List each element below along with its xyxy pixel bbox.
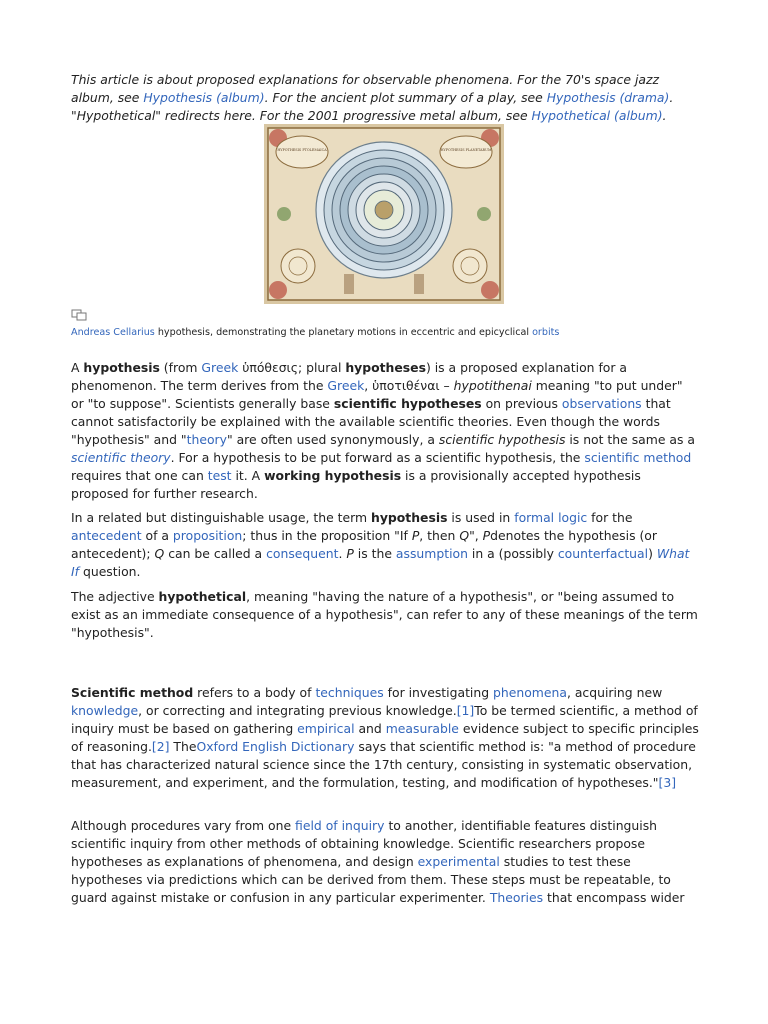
var-p: P xyxy=(411,528,420,543)
text: meaning "to put under" or "to suppose". Scientists generally base xyxy=(71,378,683,411)
var-q: Q xyxy=(154,546,165,561)
hatnote-text: 's xyxy=(580,72,591,87)
text: can be called a xyxy=(164,546,267,561)
text: ὑπόθεσις; plural xyxy=(238,360,346,375)
link-counterfactual[interactable]: counterfactual xyxy=(557,546,649,561)
link-measurable[interactable]: measurable xyxy=(385,721,459,736)
text: ) is a proposed explanation for a phenomenon. The term derives from the xyxy=(71,360,628,393)
var-p: P xyxy=(482,528,491,543)
link-consequent[interactable]: consequent xyxy=(266,546,339,561)
caption-text: hypothesis, demonstrating the planetary motions in eccentric and epicyclical xyxy=(154,327,533,338)
link-scientific-theory[interactable]: scientific theory xyxy=(71,450,171,465)
link-antecedent[interactable]: antecedent xyxy=(71,528,142,543)
text: evidence subject to specific principles of reasoning. xyxy=(71,721,699,754)
text: it. A xyxy=(231,468,265,483)
text: The adjective xyxy=(71,589,159,604)
text: is used in xyxy=(447,510,515,525)
figure-caption xyxy=(71,326,711,340)
citation-2[interactable]: [2] xyxy=(151,739,170,754)
hatnote-text: . xyxy=(662,108,667,123)
link-observations[interactable]: observations xyxy=(561,396,642,411)
link-theories[interactable]: Theories xyxy=(489,890,544,905)
text: denotes the hypothesis (or antecedent); xyxy=(71,528,657,561)
text: ", xyxy=(469,528,483,543)
text: A xyxy=(71,360,84,375)
map-title-right: HYPOTHESIS PLANETARUM xyxy=(440,148,492,152)
link-theory[interactable]: theory xyxy=(186,432,227,447)
text: for the xyxy=(587,510,633,525)
text: , or correcting and integrating previous knowledge. xyxy=(138,703,457,718)
link-empirical[interactable]: empirical xyxy=(297,721,355,736)
map-title-left: HYPOTHESIS PTOLEMAICA xyxy=(277,148,327,152)
hatnote-text: "Hypothetical" redirects here. For the 2001 progressive metal album, see xyxy=(71,108,532,123)
text: , meaning "having the nature of a hypothesis", or "being assumed to exist as an immediate consequence of a hypothesis", can refer to any of these meanings of the term "hypothesis". xyxy=(71,589,698,640)
hatnote-text: This article is about proposed explanations for observable phenomena. For the 70 xyxy=(71,72,581,87)
link-assumption[interactable]: assumption xyxy=(395,546,468,561)
link-formal-logic[interactable]: formal logic xyxy=(514,510,588,525)
text: ; thus in the proposition "If xyxy=(242,528,412,543)
text: " are often used synonymously, a xyxy=(226,432,439,447)
text: Although procedures vary from one xyxy=(71,818,296,833)
text: studies to test these hypotheses via predictions which can be derived from them. These steps must be repeatable, to guard against mistake or confusion in any particular experimenter. xyxy=(71,854,671,905)
text: of a xyxy=(141,528,173,543)
text: requires that one can xyxy=(71,468,208,483)
link-proposition[interactable]: proposition xyxy=(172,528,243,543)
term-scientific-method: Scientific method xyxy=(71,685,194,700)
term-working-hypothesis: working hypothesis xyxy=(264,468,402,483)
hatnote-text: . xyxy=(669,90,674,105)
link-phenomena[interactable]: phenomena xyxy=(493,685,567,700)
text: The xyxy=(169,739,197,754)
link-hypothesis-album[interactable]: Hypothesis (album) xyxy=(143,90,265,105)
link-orbits[interactable]: orbits xyxy=(532,327,560,338)
text: is a provisionally accepted hypothesis proposed for further research. xyxy=(71,468,641,501)
enlarge-icon[interactable] xyxy=(71,309,87,321)
text: In a related but distinguishable usage, the term xyxy=(71,510,372,525)
text: for investigating xyxy=(383,685,494,700)
link-greek[interactable]: Greek xyxy=(201,360,239,375)
link-test[interactable]: test xyxy=(207,468,232,483)
paragraph-procedures xyxy=(71,817,699,907)
text: that cannot satisfactorily be explained with the available scientific theories. Even though the words "hypothesis" and " xyxy=(71,396,671,447)
text: ) xyxy=(648,546,657,561)
hatnote-text: space jazz album, see xyxy=(71,72,660,105)
hatnote xyxy=(71,71,699,125)
text: is the xyxy=(353,546,396,561)
text: , acquiring new xyxy=(566,685,663,700)
text: To be termed scientific, a method of inquiry must be based on gathering xyxy=(71,703,698,736)
text: to another, identifiable features distinguish scientific inquiry from other methods of obtaining knowledge. Scientific researchers propose hypotheses as explanations of phenomena, and design xyxy=(71,818,658,869)
text: is not the same as a xyxy=(565,432,695,447)
text: . xyxy=(338,546,347,561)
link-scientific-method[interactable]: scientific method xyxy=(584,450,692,465)
link-hypothesis-drama[interactable]: Hypothesis (drama) xyxy=(546,90,670,105)
term-scientific-hypothesis: scientific hypothesis xyxy=(438,432,566,447)
text: and xyxy=(354,721,386,736)
text: , ὑποτιθέναι – xyxy=(364,378,454,393)
link-techniques[interactable]: techniques xyxy=(315,685,384,700)
citation-3[interactable]: [3] xyxy=(658,775,677,790)
term-hypothesis: hypothesis xyxy=(371,510,448,525)
text: (from xyxy=(159,360,202,375)
text: refers to a body of xyxy=(193,685,316,700)
term-hypothesis: hypothesis xyxy=(83,360,160,375)
link-greek-2[interactable]: Greek xyxy=(327,378,365,393)
paragraph-hypothetical xyxy=(71,588,699,642)
text: that encompass wider xyxy=(543,890,685,905)
text: on previous xyxy=(481,396,562,411)
citation-1[interactable]: [1] xyxy=(456,703,475,718)
text: in a (possibly xyxy=(467,546,558,561)
text: says that scientific method is: "a method of procedure that has characterized natural science since the 17th century, consisting in systematic observation, measurement, and experiment, and the formulation, testing, and modification of hypotheses." xyxy=(71,739,696,790)
link-what-if[interactable]: What If xyxy=(71,546,690,579)
link-field-of-inquiry[interactable]: field of inquiry xyxy=(295,818,385,833)
paragraph-scientific-method xyxy=(71,684,699,792)
paragraph-formal-logic xyxy=(71,509,699,581)
term-scientific-hypotheses: scientific hypotheses xyxy=(333,396,482,411)
term-hypothetical: hypothetical xyxy=(158,589,247,604)
link-andreas-cellarius[interactable]: Andreas Cellarius xyxy=(71,327,155,338)
hatnote-text: . For the ancient plot summary of a play, see xyxy=(264,90,547,105)
link-experimental[interactable]: experimental xyxy=(417,854,500,869)
var-q: Q xyxy=(459,528,470,543)
text: , then xyxy=(419,528,460,543)
term-hypotithenai: hypotithenai xyxy=(453,378,532,393)
link-hypothetical-album[interactable]: Hypothetical (album) xyxy=(531,108,663,123)
term-hypotheses: hypotheses xyxy=(345,360,426,375)
celestial-map-image[interactable] xyxy=(264,124,504,304)
link-oxford-english-dictionary[interactable]: Oxford English Dictionary xyxy=(196,739,355,754)
link-knowledge[interactable]: knowledge xyxy=(71,703,139,718)
var-p: P xyxy=(346,546,354,561)
text: . For a hypothesis to be put forward as a scientific hypothesis, the xyxy=(170,450,585,465)
paragraph-intro xyxy=(71,359,699,503)
text: question. xyxy=(79,564,141,579)
